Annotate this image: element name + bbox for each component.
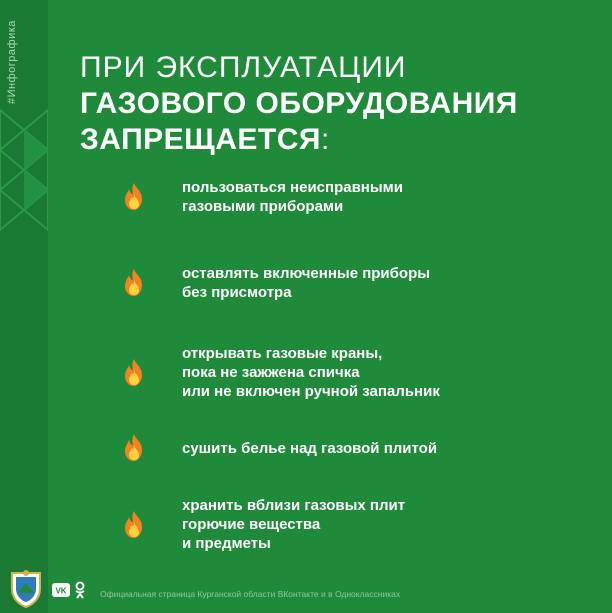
ok-icon[interactable] <box>74 581 86 599</box>
list-item <box>118 344 588 401</box>
coat-of-arms-icon <box>8 569 44 609</box>
vk-icon[interactable] <box>52 583 70 597</box>
fire-icon <box>118 357 150 389</box>
list-item <box>118 264 588 302</box>
side-strip <box>0 0 48 613</box>
list-item-text: оставлять включенные приборы без присмотра <box>182 265 431 301</box>
title-line-1: ПРИ ЭКСПЛУАТАЦИИ <box>80 51 407 84</box>
fire-icon <box>118 509 150 541</box>
list-item-text: хранить вблизи газовых плит горючие вещества и предметы <box>182 497 406 552</box>
list-item-text: открывать газовые краны, пока не зажжена спичка или не включен ручной запальник <box>182 345 440 400</box>
fire-icon <box>118 267 150 299</box>
title-line-2: ГАЗОВОГО ОБОРУДОВАНИЯ <box>80 87 518 120</box>
footer <box>0 565 612 613</box>
footer-caption: Официальная страница Курганской области ВКонтакте и в Одноклассниках <box>100 589 401 599</box>
svg-text:OK: OK <box>80 598 82 599</box>
list-item <box>118 432 588 464</box>
svg-text:VK: VK <box>55 586 67 596</box>
list-item <box>118 178 588 216</box>
title-line-3: ЗАПРЕЩАЕТСЯ: <box>80 123 330 156</box>
list-item-text: пользоваться неисправными газовыми приборами <box>182 179 403 215</box>
list-item <box>118 496 588 553</box>
hashtag-label: #Инфографика <box>6 20 18 104</box>
page-title <box>80 50 518 158</box>
fire-icon <box>118 181 150 213</box>
triangle-pattern-decoration <box>0 100 48 240</box>
list-item-text: сушить белье над газовой плитой <box>182 439 438 457</box>
fire-icon <box>118 432 150 464</box>
